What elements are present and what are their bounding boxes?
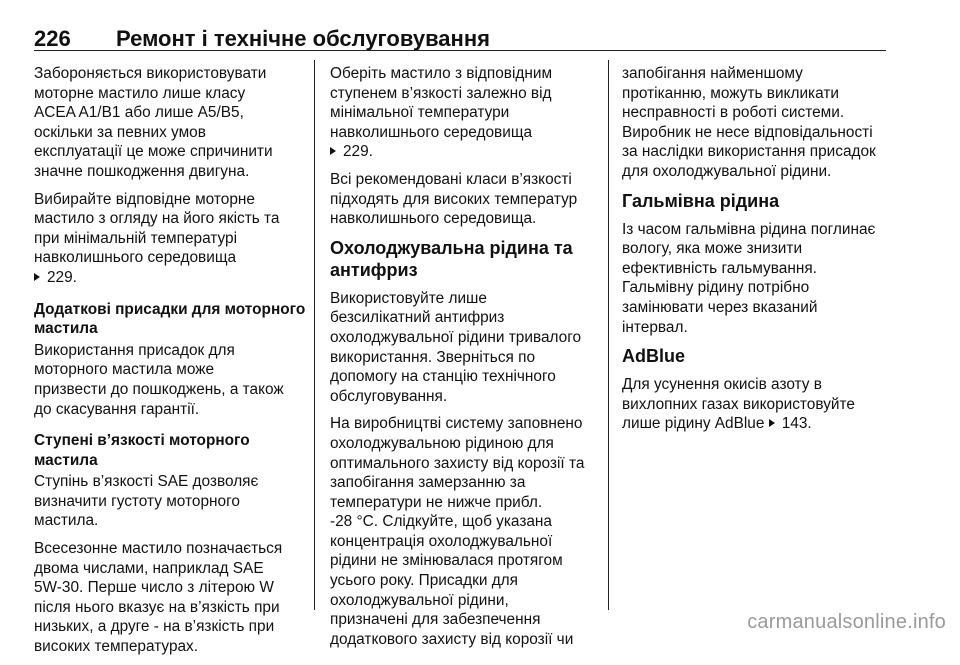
section-heading-viscosity: Ступені в’язкості моторного мастила [34, 432, 250, 469]
section-heading-coolant: Охолоджувальна рідина та антифриз [330, 237, 573, 280]
paragraph: Використовуйте лише безсилікатний антифриз охолоджувальної рідини тривалого використання. Зверніться по допомогу на станцію технічного обслуговування. [330, 289, 582, 405]
paragraph: Вибирайте відповідне моторне мастило з огляду на його якість та при мінімальній температурі навколишнього середовища 229. [34, 190, 306, 288]
triangle-arrow-icon [34, 273, 42, 281]
section-heading-brake-fluid: Гальмівна рідина [622, 190, 780, 211]
column-3 [622, 64, 902, 442]
paragraph: Ступінь в’язкості SAE дозволяє визначити густоту моторного мастила. [34, 473, 259, 530]
column-1 [34, 64, 306, 665]
paragraph: Всі рекомендовані класи в’язкості підходять для високих температур навколишнього середовища. [330, 170, 578, 228]
page-reference-link[interactable]: 229. [34, 268, 306, 288]
paragraph: Із часом гальмівна рідина поглинає вологу, яка може знизити ефективність гальмування. Гальмівну рідину потрібно замінювати через вказаний інтервал. [622, 220, 876, 336]
triangle-arrow-icon [769, 419, 777, 427]
paragraph: запобігання найменшому протіканню, можуть викликати несправності в роботі системи. Виробник не несе відповідальності за наслідки використання присадок для охолоджувальної рідини. [622, 65, 876, 180]
section-heading-adblue: AdBlue [622, 346, 685, 367]
triangle-arrow-icon [330, 147, 338, 155]
column-2 [330, 64, 602, 657]
paragraph: Оберіть мастило з відповідним ступенем в’язкості залежно від мінімальної температури навколишнього середовища 229. [330, 64, 602, 162]
paragraph: Використання присадок для моторного мастила може призвести до пошкоджень, а також до скасування гарантії. [34, 341, 284, 418]
paragraph: На виробництві систему заповнено охолоджувальною рідиною для оптимального захисту від корозії та запобігання замерзанню за температури не нижче прибл. -28 °C. Слідкуйте, щоб указана концентрація охолоджувальної рідини не змінювалася протягом усього року. Присадки для охолоджувальної рідини, призначені для забезпечення додаткового захисту від корозії чи [330, 415, 585, 648]
header-rule [34, 50, 886, 51]
watermark: carmanualsonline.info [747, 611, 946, 633]
column-divider-2 [608, 60, 609, 610]
paragraph: Забороняється використовувати моторне мастило лише класу ACEA A1/B1 або лише A5/B5, оскільки за певних умов експлуатації це може спричинити значне пошкодження двигуна. [34, 65, 273, 180]
running-title: Ремонт і технічне обслуговування [116, 26, 490, 51]
section-heading-additives: Додаткові присадки для моторного мастила [34, 300, 306, 338]
page-number: 226 [34, 26, 71, 51]
page-reference-link[interactable]: 229. [330, 142, 602, 162]
paragraph: Всесезонне мастило позначається двома числами, наприклад SAE 5W-30. Перше число з літерою W після нього вказує на в’язкість при низьких, а друге - на в’язкість при високих температурах. [34, 540, 283, 656]
column-divider-1 [314, 60, 315, 610]
page-reference-link[interactable]: 143. [769, 415, 812, 432]
paragraph: Для усунення окисів азоту в вихлопних газах використовуйте лише рідину AdBlue 143. [622, 376, 855, 433]
